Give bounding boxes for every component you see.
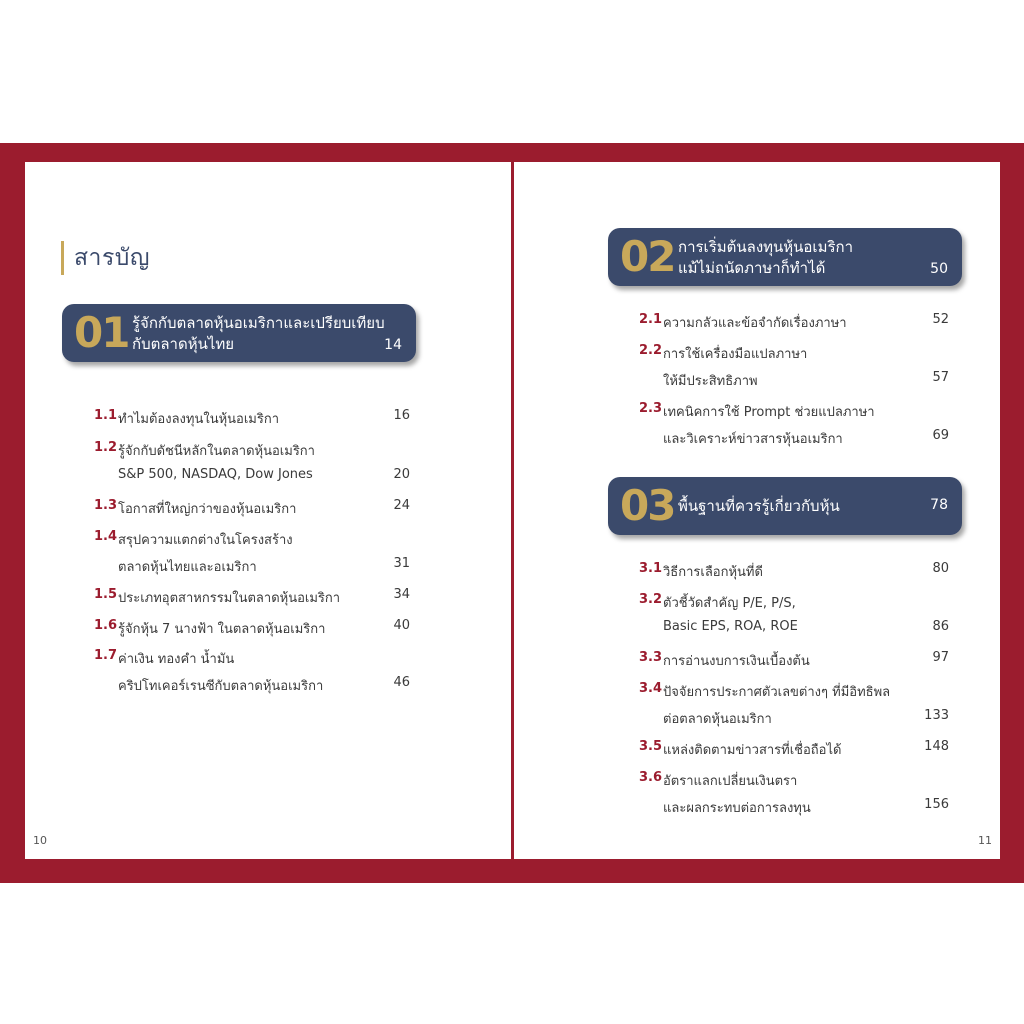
entry-number: 1.3 (94, 498, 118, 513)
entry-page: 156 (924, 797, 949, 812)
page-number-right: 11 (978, 834, 992, 847)
entry-title: โอกาสที่ใหญ่กว่าของหุ้นอเมริกา (118, 502, 297, 517)
toc-entry-2-2[interactable] (639, 343, 949, 389)
toc-entry-3-1[interactable] (639, 561, 949, 581)
entry-page: 40 (393, 618, 410, 633)
entry-title: เทคนิคการใช้ Prompt ช่วยแปลภาษา (663, 405, 875, 420)
entry-number: 3.1 (639, 561, 663, 576)
entry-page: 24 (393, 498, 410, 513)
entry-title-line2: S&P 500, NASDAQ, Dow Jones (118, 467, 313, 482)
toc-entry-1-5[interactable] (94, 587, 410, 607)
chapter-page: 14 (384, 337, 402, 353)
entry-number: 3.3 (639, 650, 663, 665)
entry-number: 1.2 (94, 440, 118, 455)
toc-entry-3-3[interactable] (639, 650, 949, 670)
heading-accent-bar (61, 241, 64, 275)
entry-number: 3.4 (639, 681, 663, 696)
entry-number: 2.2 (639, 343, 663, 358)
toc-entry-1-3[interactable] (94, 498, 410, 518)
toc-entry-1-4[interactable] (94, 529, 410, 575)
entry-page: 148 (924, 739, 949, 754)
chapter-01-band[interactable] (62, 304, 416, 362)
entry-title: วิธีการเลือกหุ้นที่ดี (663, 565, 763, 580)
entry-number: 2.1 (639, 312, 663, 327)
toc-entry-1-7[interactable] (94, 648, 410, 694)
entry-number: 2.3 (639, 401, 663, 416)
toc-entry-3-4[interactable] (639, 681, 949, 727)
left-page (25, 162, 511, 859)
page-number-left: 10 (33, 834, 47, 847)
entry-page: 57 (932, 370, 949, 385)
entry-page: 20 (393, 467, 410, 482)
entry-title-line2: ให้มีประสิทธิภาพ (663, 374, 758, 389)
chapter-title: พื้นฐานที่ควรรู้เกี่ยวกับหุ้น (678, 497, 840, 515)
chapter-number: 02 (620, 232, 675, 281)
entry-title: การอ่านงบการเงินเบื้องต้น (663, 654, 810, 669)
right-page (514, 162, 1000, 859)
entry-title: แหล่งติดตามข่าวสารที่เชื่อถือได้ (663, 743, 842, 758)
entry-page: 52 (932, 312, 949, 327)
entry-number: 3.5 (639, 739, 663, 754)
entry-title: รู้จักหุ้น 7 นางฟ้า ในตลาดหุ้นอเมริกา (118, 622, 326, 637)
chapter-number: 01 (74, 308, 129, 357)
toc-entry-1-1[interactable] (94, 408, 410, 428)
book-spread-frame (0, 143, 1024, 883)
entry-page: 46 (393, 675, 410, 690)
entry-title: การใช้เครื่องมือแปลภาษา (663, 347, 808, 362)
entry-page: 31 (393, 556, 410, 571)
entry-number: 1.5 (94, 587, 118, 602)
chapter-number: 03 (620, 481, 675, 530)
entry-title: รู้จักกับดัชนีหลักในตลาดหุ้นอเมริกา (118, 444, 315, 459)
entry-page: 80 (932, 561, 949, 576)
toc-entry-1-2[interactable] (94, 440, 410, 486)
toc-entry-2-3[interactable] (639, 401, 949, 447)
entry-title-line2: คริปโทเคอร์เรนซีกับตลาดหุ้นอเมริกา (118, 679, 324, 694)
chapter-title: การเริ่มต้นลงทุนหุ้นอเมริกา แม้ไม่ถนัดภาษาก็ทำได้ (678, 238, 854, 277)
entry-title: ทำไมต้องลงทุนในหุ้นอเมริกา (118, 412, 280, 427)
toc-heading-text: สารบัญ (74, 245, 151, 271)
entry-title: อัตราแลกเปลี่ยนเงินตรา (663, 774, 798, 789)
toc-entry-3-2[interactable] (639, 592, 949, 638)
entry-page: 133 (924, 708, 949, 723)
chapter-03-band[interactable] (608, 477, 962, 535)
entry-title-line2: ตลาดหุ้นไทยและอเมริกา (118, 560, 257, 575)
entry-title-line2: และผลกระทบต่อการลงทุน (663, 801, 811, 816)
entry-title: ประเภทอุตสาหกรรมในตลาดหุ้นอเมริกา (118, 591, 341, 606)
entry-title: สรุปความแตกต่างในโครงสร้าง (118, 533, 293, 548)
entry-title: ตัวชี้วัดสำคัญ P/E, P/S, (663, 596, 796, 611)
entry-number: 1.1 (94, 408, 118, 423)
chapter-title: รู้จักกับตลาดหุ้นอเมริกาและเปรียบเทียบ กับตลาดหุ้นไทย (132, 314, 385, 353)
entry-number: 1.6 (94, 618, 118, 633)
entry-number: 3.6 (639, 770, 663, 785)
entry-number: 1.7 (94, 648, 118, 663)
entry-title-line2: Basic EPS, ROA, ROE (663, 619, 798, 634)
entry-page: 69 (932, 428, 949, 443)
toc-entry-1-6[interactable] (94, 618, 410, 638)
entry-title: ปัจจัยการประกาศตัวเลขต่างๆ ที่มีอิทธิพล (663, 685, 891, 700)
entry-number: 1.4 (94, 529, 118, 544)
entry-page: 34 (393, 587, 410, 602)
toc-entry-3-5[interactable] (639, 739, 949, 759)
entry-title-line2: และวิเคราะห์ข่าวสารหุ้นอเมริกา (663, 432, 843, 447)
entry-title-line2: ต่อตลาดหุ้นอเมริกา (663, 712, 772, 727)
chapter-page: 50 (930, 261, 948, 277)
entry-page: 16 (393, 408, 410, 423)
toc-entry-3-6[interactable] (639, 770, 949, 816)
chapter-02-band[interactable] (608, 228, 962, 286)
entry-number: 3.2 (639, 592, 663, 607)
toc-entry-2-1[interactable] (639, 312, 949, 332)
entry-page: 86 (932, 619, 949, 634)
entry-page: 97 (932, 650, 949, 665)
entry-title: ความกลัวและข้อจำกัดเรื่องภาษา (663, 316, 847, 331)
toc-heading (61, 238, 150, 278)
chapter-page: 78 (930, 497, 948, 513)
entry-title: ค่าเงิน ทองคำ น้ำมัน (118, 652, 235, 667)
